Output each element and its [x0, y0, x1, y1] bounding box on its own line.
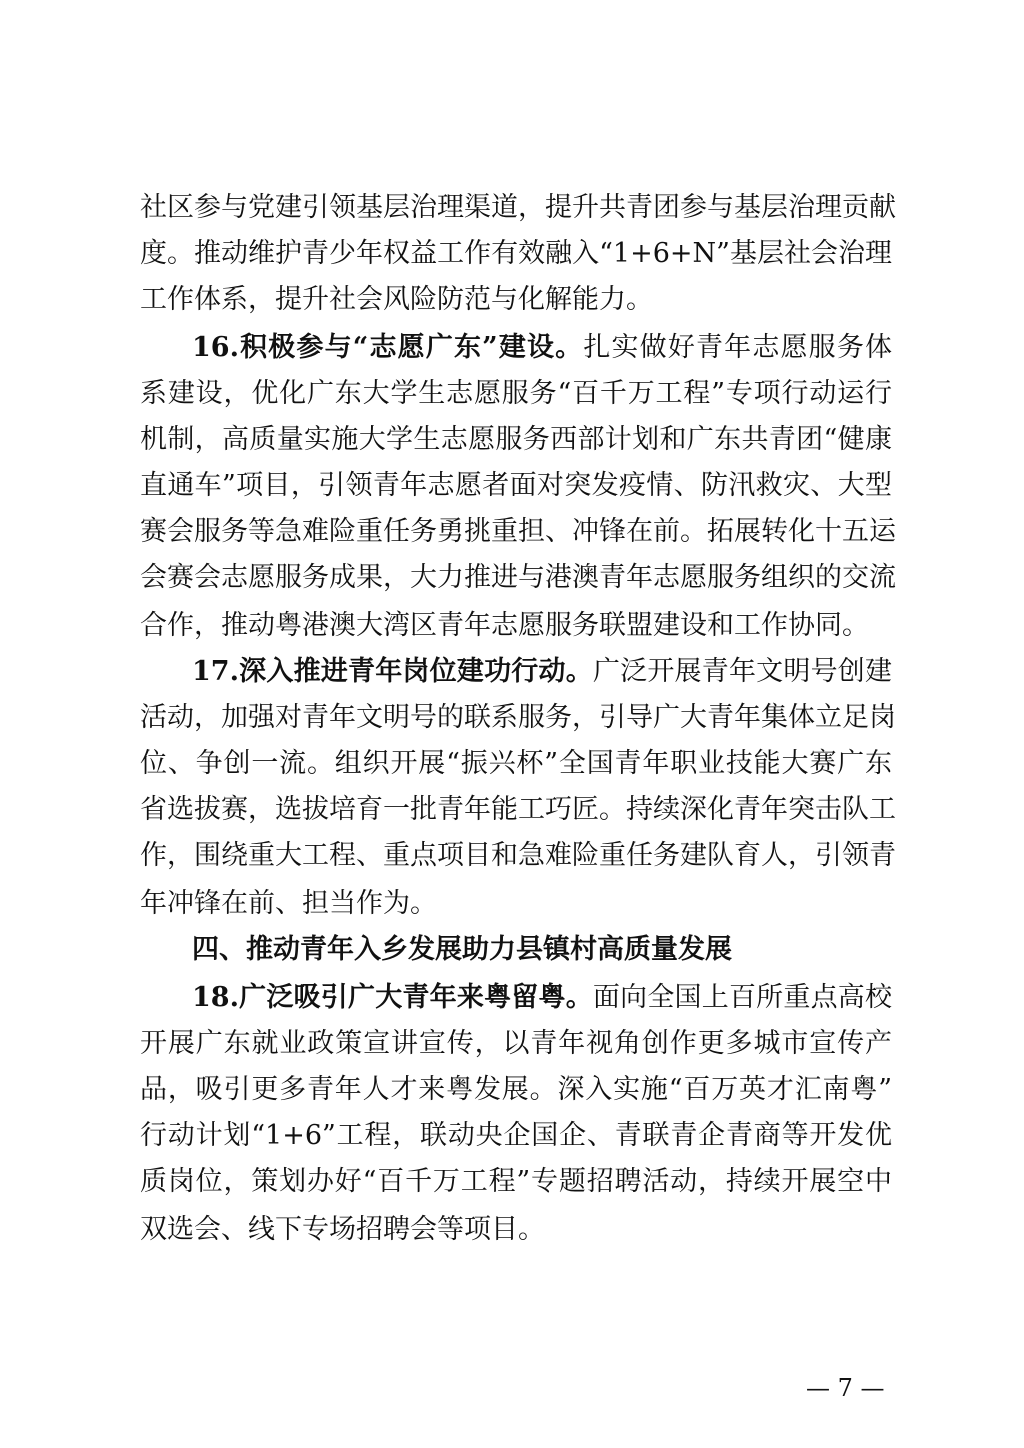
item-17-line	[192, 650, 892, 694]
page-number: — 7 —	[806, 1374, 885, 1402]
item-16-line	[192, 326, 892, 370]
paragraph-line: 合作，推动粤港澳大湾区青年志愿服务联盟建设和工作协同。	[140, 610, 869, 641]
paragraph-line: 社区参与党建引领基层治理渠道，提升共青团参与基层治理贡献	[140, 192, 896, 223]
paragraph-line: 位、争创一流。组织开展“振兴杯”全国青年职业技能大赛广东	[140, 748, 892, 779]
item-18-text: 面向全国上百所重点高校	[592, 982, 892, 1013]
paragraph-line: 直通车”项目，引领青年志愿者面对突发疫情、防汛救灾、大型	[140, 470, 892, 501]
paragraph-line: 作，围绕重大工程、重点项目和急难险重任务建队育人，引领青	[140, 840, 896, 871]
paragraph-line: 机制，高质量实施大学生志愿服务西部计划和广东共青团“健康	[140, 424, 892, 455]
paragraph-line: 行动计划“1+6”工程，联动央企国企、青联青企青商等开发优	[140, 1120, 892, 1151]
paragraph-line: 开展广东就业政策宣讲宣传，以青年视角创作更多城市宣传产	[140, 1028, 892, 1059]
item-16-text: 扎实做好青年志愿服务体	[583, 332, 892, 363]
paragraph-line: 系建设，优化广东大学生志愿服务“百千万工程”专项行动运行	[140, 378, 892, 409]
paragraph-line: 年冲锋在前、担当作为。	[140, 888, 437, 919]
paragraph-line: 度。推动维护青少年权益工作有效融入“1+6+N”基层社会治理	[140, 238, 892, 269]
paragraph-line: 活动，加强对青年文明号的联系服务，引导广大青年集体立足岗	[140, 702, 896, 733]
paragraph-line: 省选拔赛，选拔培育一批青年能工巧匠。持续深化青年突击队工	[140, 794, 896, 825]
paragraph-line: 赛会服务等急难险重任务勇挑重担、冲锋在前。拓展转化十五运	[140, 516, 896, 547]
paragraph-line: 双选会、线下专场招聘会等项目。	[140, 1214, 545, 1245]
paragraph-line: 品，吸引更多青年人才来粤发展。深入实施“百万英才汇南粤”	[140, 1074, 892, 1105]
item-18-heading: 18.广泛吸引广大青年来粤留粤。	[192, 982, 593, 1013]
item-16-heading: 16.积极参与“志愿广东”建设。	[192, 332, 584, 363]
section-heading: 四、推动青年入乡发展助力县镇村高质量发展	[192, 934, 732, 965]
item-17-heading: 17.深入推进青年岗位建功行动。	[192, 656, 593, 687]
paragraph-line: 工作体系，提升社会风险防范与化解能力。	[140, 284, 653, 315]
paragraph-line: 会赛会志愿服务成果，大力推进与港澳青年志愿服务组织的交流	[140, 562, 896, 593]
item-17-text: 广泛开展青年文明号创建	[592, 656, 892, 687]
item-18-line	[192, 976, 892, 1020]
paragraph-line: 质岗位，策划办好“百千万工程”专题招聘活动，持续开展空中	[140, 1166, 892, 1197]
